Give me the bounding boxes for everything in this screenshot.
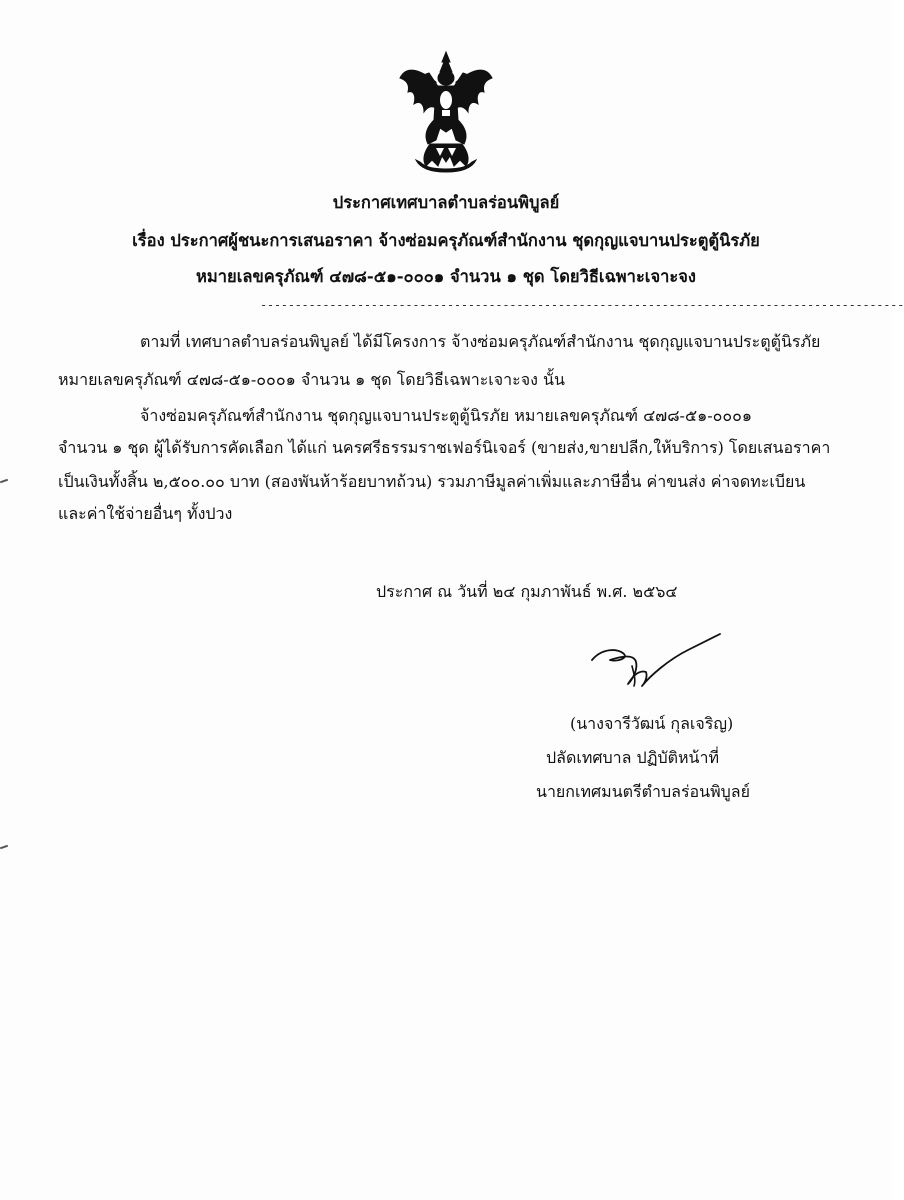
- paragraph-2-line-2: จำนวน ๑ ชุด ผู้ได้รับการคัดเลือก ได้แก่ นครศรีธรรมราชเฟอร์นิเจอร์ (ขายส่ง,ขายปลีก,ให้บริการ) โดยเสนอราคา: [58, 438, 831, 457]
- paragraph-2-line-3: เป็นเงินทั้งสิ้น ๒,๕๐๐.๐๐ บาท (สองพันห้าร้อยบาทถ้วน) รวมภาษีมูลค่าเพิ่มและภาษีอื่น ค่าขนส่ง ค่าจดทะเบียน: [58, 472, 806, 491]
- divider-line: ---------------------------------------------------------------------------------------------: [260, 298, 904, 312]
- paragraph-1-line-2: หมายเลขครุภัณฑ์ ๔๗๘-๕๑-๐๐๐๑ จำนวน ๑ ชุด โดยวิธีเฉพาะเจาะจง นั้น: [58, 370, 565, 389]
- scan-edge-mark: [0, 845, 8, 850]
- header-title: ประกาศเทศบาลตำบลร่อนพิบูลย์: [332, 193, 560, 212]
- signatory-office: นายกเทศมนตรีตำบลร่อนพิบูลย์: [536, 782, 750, 801]
- signatory-name: (นางจารีวัฒน์ กุลเจริญ): [570, 714, 734, 733]
- garuda-emblem-icon: [396, 48, 496, 174]
- announcement-date: ประกาศ ณ วันที่ ๒๔ กุมภาพันธ์ พ.ศ. ๒๕๖๔: [376, 582, 678, 601]
- paragraph-2-line-1: จ้างซ่อมครุภัณฑ์สำนักงาน ชุดกุญแจบานประตูตู้นิรภัย หมายเลขครุภัณฑ์ ๔๗๘-๕๑-๐๐๐๑: [140, 406, 753, 425]
- handwritten-signature: [588, 630, 723, 690]
- header-asset-number: หมายเลขครุภัณฑ์ ๔๗๘-๕๑-๐๐๐๑ จำนวน ๑ ชุด โดยวิธีเฉพาะเจาะจง: [196, 267, 696, 286]
- header-subject: เรื่อง ประกาศผู้ชนะการเสนอราคา จ้างซ่อมครุภัณฑ์สำนักงาน ชุดกุญแจบานประตูตู้นิรภัย: [132, 231, 760, 250]
- paragraph-1-line-1: ตามที่ เทศบาลตำบลร่อนพิบูลย์ ได้มีโครงการ จ้างซ่อมครุภัณฑ์สำนักงาน ชุดกุญแจบานประตูตู้นิรภัย: [140, 332, 821, 351]
- scan-edge-mark: [0, 479, 8, 484]
- paragraph-2-line-4: และค่าใช้จ่ายอื่นๆ ทั้งปวง: [58, 504, 233, 523]
- signatory-position: ปลัดเทศบาล ปฏิบัติหน้าที่: [546, 748, 720, 767]
